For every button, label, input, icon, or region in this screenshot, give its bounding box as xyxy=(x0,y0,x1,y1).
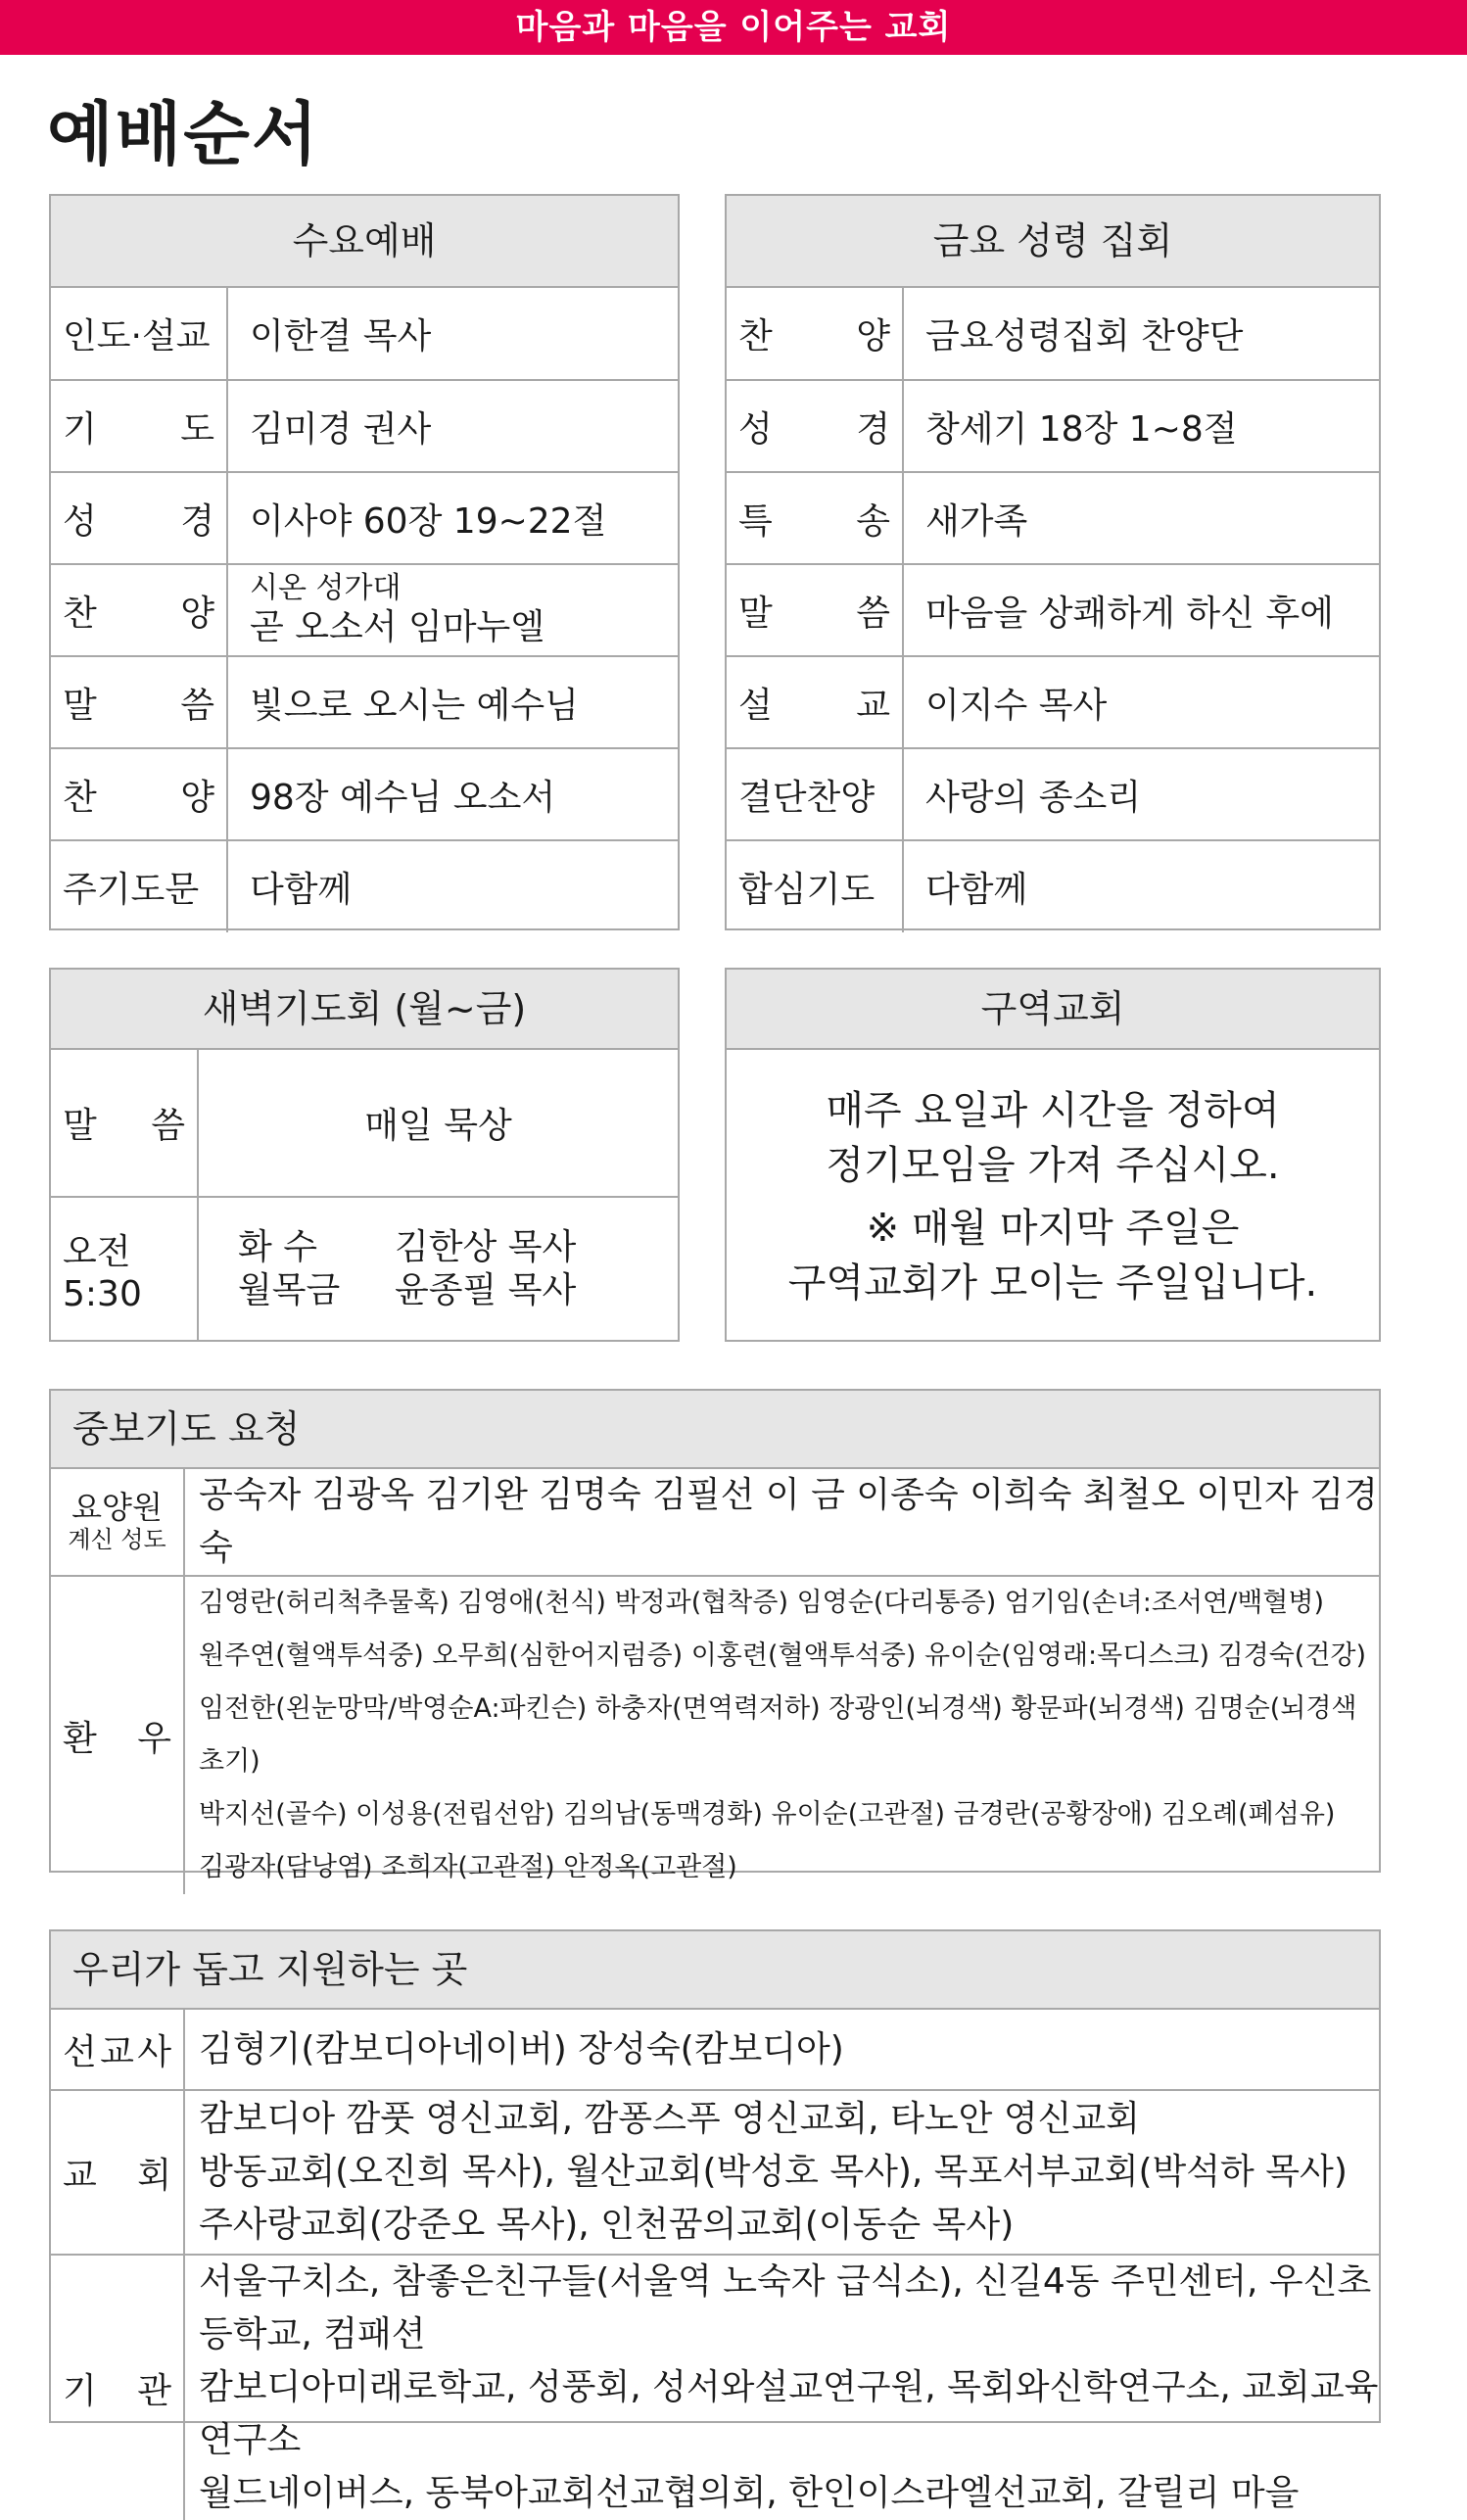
friday-service-box xyxy=(725,194,1381,930)
friday-service-table xyxy=(727,288,1379,932)
table-row xyxy=(727,840,1379,932)
table-row xyxy=(727,380,1379,472)
row-label xyxy=(51,2010,184,2090)
church-line: 주사랑교회(강준오 목사), 인천꿈의교회(이동순 목사) xyxy=(199,2205,1015,2245)
row-value xyxy=(227,564,678,656)
label-line: 계신 성도 xyxy=(68,1526,166,1553)
row-value: 매일 묵상 xyxy=(364,1106,512,1146)
label-char: 송 xyxy=(856,500,890,542)
notice-line: ※ 매월 마지막 주일은 xyxy=(866,1206,1240,1251)
table-row xyxy=(51,472,678,564)
row-label xyxy=(51,1469,184,1576)
church-line: 방동교회(오진희 목사), 월산교회(박성호 목사), 목포서부교회(박석하 목사) xyxy=(199,2152,1348,2192)
district-church-title: 구역교회 xyxy=(727,970,1379,1050)
table-row xyxy=(727,564,1379,656)
label-char: 씀 xyxy=(856,593,890,634)
row-value: 다함께 xyxy=(227,840,678,932)
label-char: 성 xyxy=(738,408,773,450)
label-char: 사 xyxy=(137,2032,171,2072)
intercessory-prayer-title: 중보기도 요청 xyxy=(51,1391,1379,1469)
support-table xyxy=(51,2010,1379,2520)
row-label: 결단찬양 xyxy=(727,748,903,840)
table-row xyxy=(727,472,1379,564)
row-value: 김형기(캄보디아네이버) 장성숙(캄보디아) xyxy=(199,2028,844,2069)
label-char: 우 xyxy=(137,1718,171,1759)
row-label xyxy=(51,656,227,748)
wednesday-service-title: 수요예배 xyxy=(51,196,678,288)
row-label xyxy=(727,288,903,380)
table-row xyxy=(51,564,678,656)
district-church-notice xyxy=(727,1050,1379,1310)
label-char: 찬 xyxy=(63,777,97,818)
notice-line: 정기모임을 가져 주십시오. xyxy=(826,1143,1280,1188)
label-char: 찬 xyxy=(63,593,97,634)
table-row xyxy=(51,380,678,472)
notice-line: 구역교회가 모이는 주일입니다. xyxy=(787,1260,1318,1306)
org-line: 캄보디아미래로학교, 성풍회, 성서와설교연구원, 목회와신학연구소, 교회교육연구소 xyxy=(199,2367,1379,2460)
label-char: 설 xyxy=(738,685,773,726)
label-char: 환 xyxy=(63,1718,97,1759)
row-value: 다함께 xyxy=(903,840,1379,932)
row-value: 이지수 목사 xyxy=(903,656,1379,748)
intercessory-prayer-box xyxy=(49,1389,1381,1882)
label-char: 회 xyxy=(137,2155,171,2196)
patient-line: 원주연(혈액투석중) 오무희(심한어지럼증) 이홍련(혈액투석중) 유이순(임영래:목디스크) 김경숙(건강) xyxy=(199,1640,1367,1671)
table-row xyxy=(51,2010,1379,2090)
label-char: 경 xyxy=(180,500,214,542)
row-label xyxy=(727,472,903,564)
label-char: 교 xyxy=(100,2032,134,2072)
row-label xyxy=(51,472,227,564)
schedule-leader: 김한상 목사 xyxy=(395,1226,577,1267)
row-value: 김미경 권사 xyxy=(227,380,678,472)
row-label xyxy=(51,380,227,472)
label-char: 교 xyxy=(63,2155,97,2196)
label-char: 씀 xyxy=(180,685,214,726)
label-char: 도 xyxy=(180,408,214,450)
patient-line: 박지선(골수) 이성용(전립선암) 김의남(동맥경화) 유이순(고관절) 금경란(공황장애) 김오례(폐섬유) xyxy=(199,1799,1336,1830)
schedule-days: 월목금 xyxy=(238,1269,341,1310)
label-char: 찬 xyxy=(738,316,773,357)
row-label xyxy=(51,748,227,840)
label-char: 선 xyxy=(63,2032,97,2072)
row-value: 사랑의 종소리 xyxy=(903,748,1379,840)
label-char: 기 xyxy=(63,2370,97,2411)
row-label: 합심기도 xyxy=(727,840,903,932)
org-line: 서울구치소, 참좋은친구들(서울역 노숙자 급식소), 신길4동 주민센터, 우신초등학교, 컴패션 xyxy=(199,2261,1372,2354)
row-label xyxy=(727,656,903,748)
row-label: 주기도문 xyxy=(51,840,227,932)
support-box xyxy=(49,1929,1381,2513)
label-char: 경 xyxy=(856,408,890,450)
label-char: 양 xyxy=(180,777,214,818)
table-row xyxy=(51,656,678,748)
row-value: 창세기 18장 1~8절 xyxy=(903,380,1379,472)
row-value xyxy=(198,1197,678,1340)
label-char: 관 xyxy=(137,2370,171,2411)
table-row xyxy=(51,2255,1379,2520)
row-label xyxy=(727,380,903,472)
label-char: 교 xyxy=(856,685,890,726)
label-char: 말 xyxy=(738,593,773,634)
table-row xyxy=(51,748,678,840)
label-char: 특 xyxy=(738,500,773,542)
row-label xyxy=(51,1576,184,1894)
table-row xyxy=(51,1469,1379,1576)
org-line: 월드네이버스, 동북아교회선교협의회, 한인이스라엘선교회, 갈릴리 마을 xyxy=(199,2473,1300,2513)
row-label: 오전 5:30 xyxy=(51,1197,198,1340)
table-row xyxy=(51,2090,1379,2255)
label-char: 양 xyxy=(180,593,214,634)
dawn-prayer-table xyxy=(51,1050,678,1340)
row-label: 인도·설교 xyxy=(51,288,227,380)
row-value: 새가족 xyxy=(903,472,1379,564)
dawn-prayer-box xyxy=(49,968,680,1342)
table-row xyxy=(727,748,1379,840)
row-value: 금요성령집회 찬양단 xyxy=(925,316,1244,357)
patient-line: 임전한(왼눈망막/박영순A:파킨슨) 하충자(면역력저하) 장광인(뇌경색) 황문파(뇌경색) 김명순(뇌경색초기) xyxy=(199,1693,1357,1777)
choir-name: 시온 성가대 xyxy=(250,571,402,605)
table-row xyxy=(51,840,678,932)
table-row xyxy=(51,1050,678,1197)
row-value: 공숙자 김광옥 김기완 김명숙 김필선 이 금 이종숙 이희숙 최철오 이민자 김경숙 xyxy=(199,1475,1378,1568)
label-char: 말 xyxy=(63,685,97,726)
row-label xyxy=(51,2255,184,2520)
wednesday-service-box xyxy=(49,194,680,930)
church-line: 캄보디아 깜풋 영신교회, 깜퐁스푸 영신교회, 타노안 영신교회 xyxy=(199,2099,1140,2139)
top-banner: 마음과 마음을 이어주는 교회 xyxy=(0,0,1467,55)
label-char: 기 xyxy=(63,408,97,450)
row-value xyxy=(184,1576,1379,1894)
label-char: 말 xyxy=(63,1106,97,1146)
patient-line: 김영란(허리척추물혹) 김영애(천식) 박정과(협착증) 임영순(다리통증) 엄기임(손녀:조서연/백혈병) xyxy=(199,1588,1324,1618)
notice-line: 매주 요일과 시간을 정하여 xyxy=(826,1088,1280,1133)
schedule-days: 화 수 xyxy=(238,1226,317,1267)
row-label xyxy=(51,2090,184,2255)
table-row xyxy=(51,1576,1379,1894)
label-char: 씀 xyxy=(151,1106,185,1146)
friday-service-title: 금요 성령 집회 xyxy=(727,196,1379,288)
song-title: 곧 오소서 임마누엘 xyxy=(250,607,545,647)
label-char: 양 xyxy=(856,316,890,357)
row-value xyxy=(184,2255,1379,2520)
row-label xyxy=(727,564,903,656)
intercessory-prayer-table xyxy=(51,1469,1379,1894)
schedule-leader: 윤종필 목사 xyxy=(395,1269,577,1310)
table-row xyxy=(727,288,1379,380)
row-value xyxy=(184,2090,1379,2255)
schedule-line xyxy=(238,1269,678,1312)
row-value: 이한결 목사 xyxy=(250,316,432,357)
row-label xyxy=(51,564,227,656)
page-title: 예배순서 xyxy=(47,94,320,174)
label-char: 성 xyxy=(63,500,97,542)
row-value: 빛으로 오시는 예수님 xyxy=(227,656,678,748)
row-value: 98장 예수님 오소서 xyxy=(227,748,678,840)
patient-line: 김광자(담낭염) 조희자(고관절) 안정옥(고관절) xyxy=(199,1852,737,1882)
table-row xyxy=(51,1197,678,1340)
support-title: 우리가 돕고 지원하는 곳 xyxy=(51,1931,1379,2010)
table-row xyxy=(727,656,1379,748)
schedule-line xyxy=(238,1226,678,1269)
label-line: 요양원 xyxy=(71,1489,163,1526)
wednesday-service-table xyxy=(51,288,678,932)
district-church-box xyxy=(725,968,1381,1342)
table-row xyxy=(51,288,678,380)
row-label xyxy=(51,1050,198,1197)
dawn-prayer-title: 새벽기도회 (월~금) xyxy=(51,970,678,1050)
row-value: 마음을 상쾌하게 하신 후에 xyxy=(903,564,1379,656)
row-value: 이사야 60장 19~22절 xyxy=(227,472,678,564)
